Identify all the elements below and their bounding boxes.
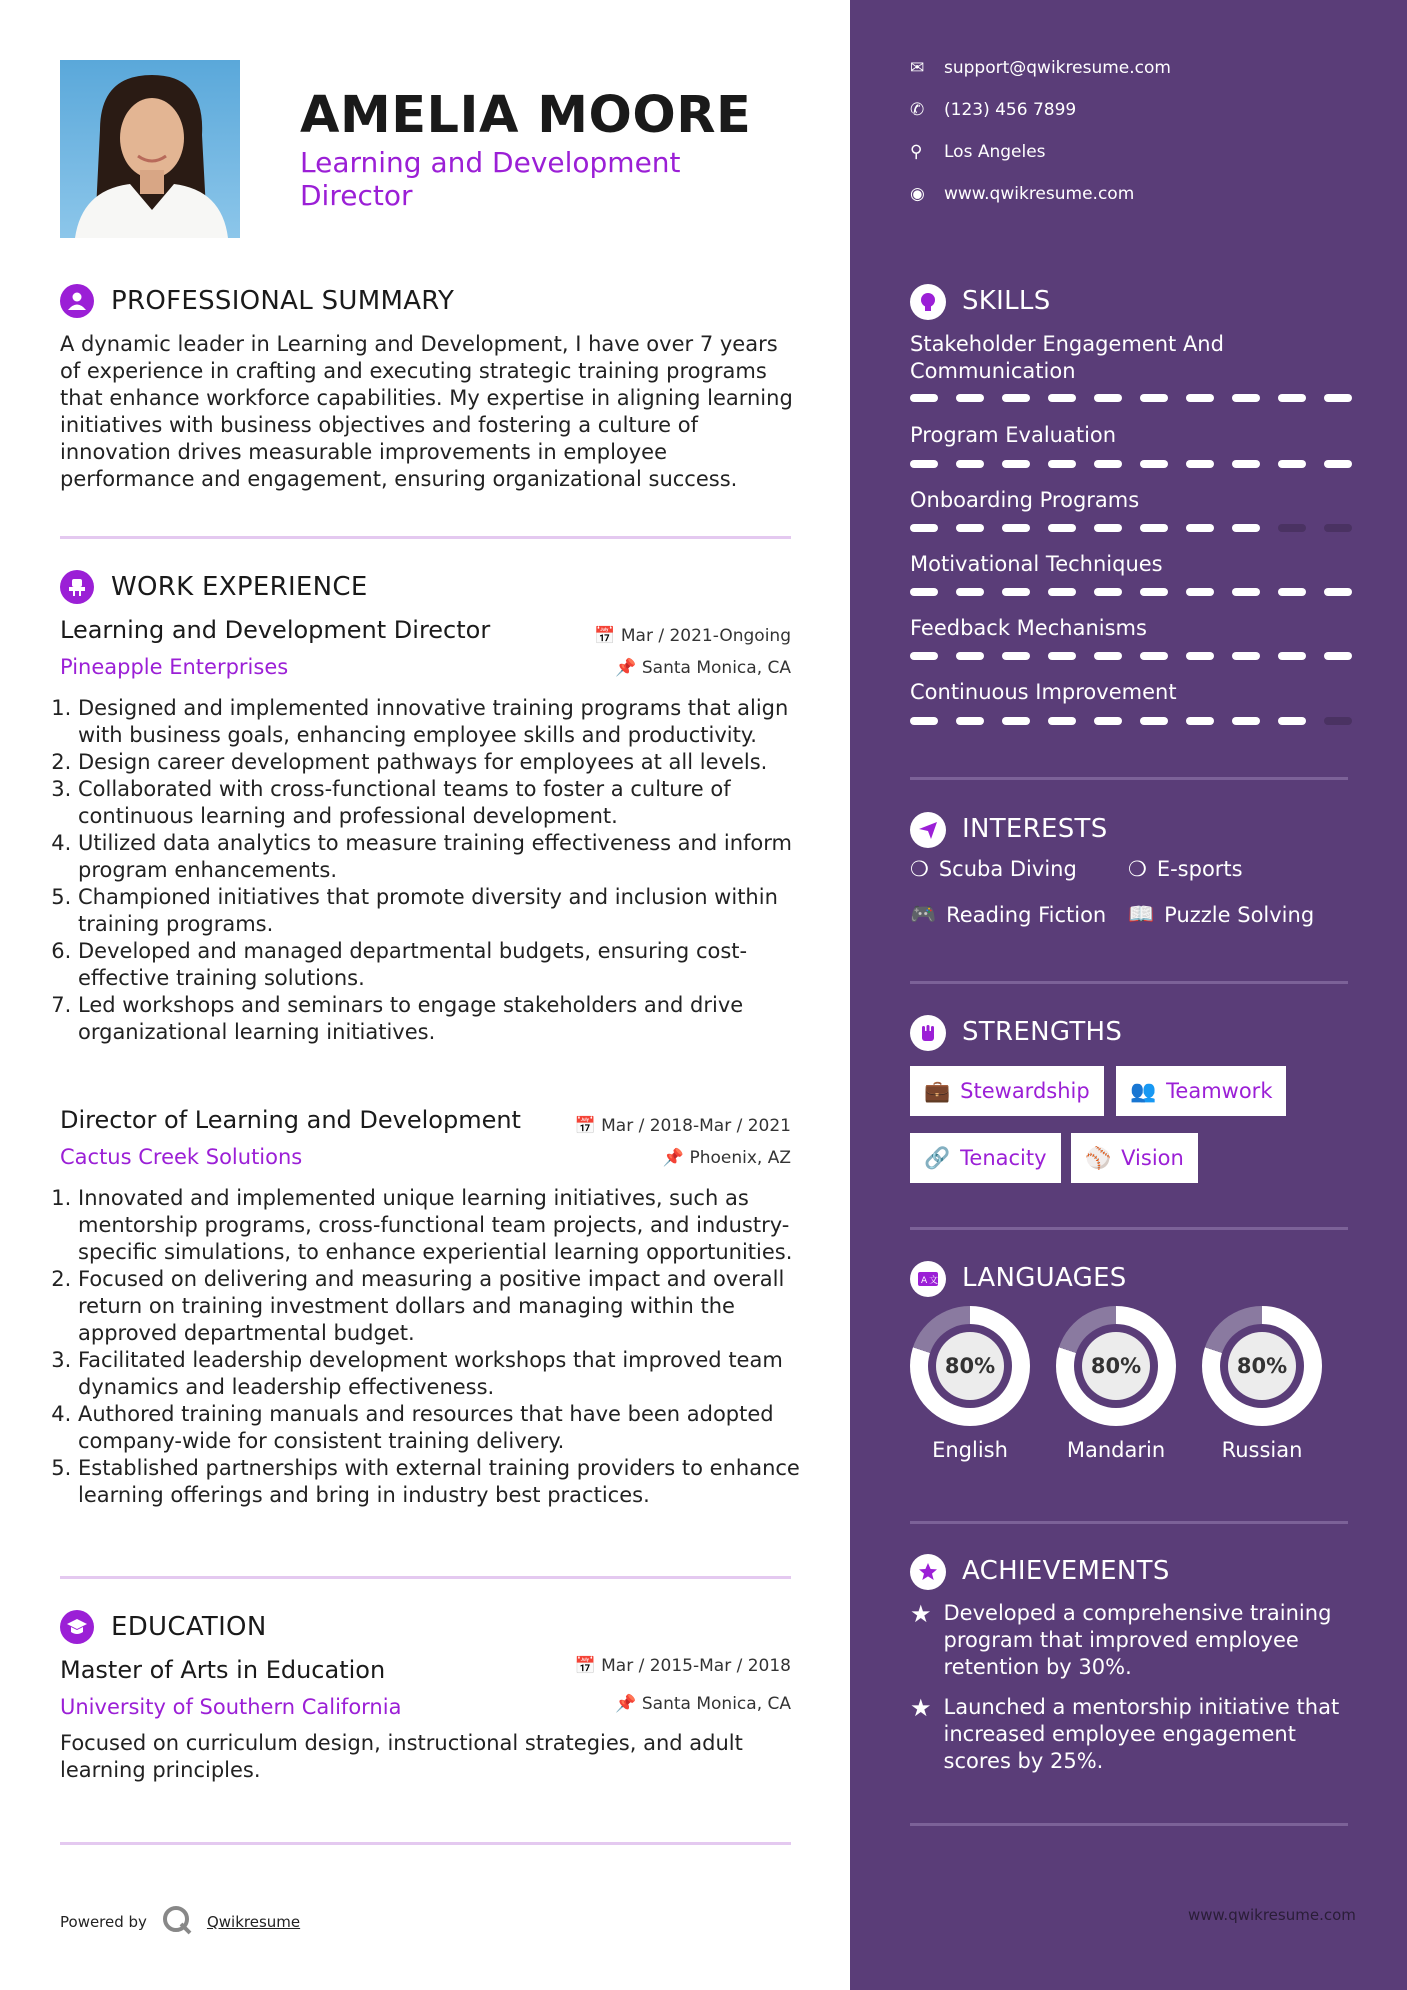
skill-dash — [956, 460, 984, 468]
skill-dash — [1140, 588, 1168, 596]
skill-dash — [1186, 460, 1214, 468]
graduation-icon — [60, 1610, 94, 1644]
language-name: Mandarin — [1066, 1438, 1166, 1462]
star-icon: ★ — [910, 1694, 932, 1722]
skill-dash — [1094, 524, 1122, 532]
skill-dash — [1140, 460, 1168, 468]
summary-text: A dynamic leader in Learning and Development, I have over 7 years of experience in crafting and executing strategic training programs that enhance workforce capabilities. My expertise in aligning learning initiatives with business objectives and fostering a culture of innovation drives measurable improvements in employee performance and engagement, ensuring organizational success. — [60, 332, 793, 491]
skill-dash — [1048, 524, 1076, 532]
list-item: 3. Facilitated leadership development workshops that improved team dynamics and leadership effectiveness. — [78, 1347, 800, 1401]
book-icon: 📖 — [1128, 902, 1155, 926]
gamepad-icon: 🎮 — [910, 902, 937, 926]
hand-icon — [910, 1015, 946, 1051]
skill-name: Continuous Improvement — [910, 680, 1177, 704]
strength-tag: 👥 Teamwork — [1116, 1066, 1286, 1116]
list-item: 5. Established partnerships with external training providers to enhance learning offerings and bring in industry best practices. — [78, 1455, 800, 1509]
svg-text:文: 文 — [929, 1276, 939, 1286]
list-item: 5. Championed initiatives that promote diversity and inclusion within training programs. — [78, 884, 800, 938]
school-name: University of Southern California — [60, 1695, 402, 1719]
company-name: Pineapple Enterprises — [60, 655, 289, 679]
skill-dash — [1094, 717, 1122, 725]
education-location: 📌 Santa Monica, CA — [615, 1694, 791, 1714]
education-dates: 📅 Mar / 2015-Mar / 2018 — [574, 1656, 791, 1676]
job-dates: 📅 Mar / 2018-Mar / 2021 — [574, 1116, 791, 1136]
list-item: 7. Led workshops and seminars to engage stakeholders and drive organizational learning initiatives. — [78, 992, 800, 1046]
job-location: 📌 Phoenix, AZ — [662, 1148, 791, 1168]
skill-dash — [1002, 588, 1030, 596]
calendar-icon: 📅 — [594, 626, 616, 646]
interest-item: 📖 Puzzle Solving — [1128, 902, 1315, 927]
contact-website[interactable]: ◉ www.qwikresume.com — [910, 184, 1135, 204]
user-icon — [60, 284, 94, 318]
skill-dash — [1186, 652, 1214, 660]
skill-level-bar — [910, 717, 1352, 725]
skill-name: Feedback Mechanisms — [910, 616, 1147, 640]
interest-item: ❍ Scuba Diving — [910, 857, 1077, 881]
skill-dash — [1140, 394, 1168, 402]
star-icon — [910, 1554, 946, 1590]
pin-icon: 📌 — [615, 658, 637, 678]
svg-text:A: A — [921, 1276, 928, 1286]
skill-dash — [1232, 460, 1260, 468]
skill-dash — [1278, 652, 1306, 660]
achievements-heading: ACHIEVEMENTS — [962, 1556, 1170, 1586]
languages-heading: LANGUAGES — [962, 1263, 1127, 1293]
briefcase-icon — [60, 570, 94, 604]
skill-level-bar — [910, 588, 1352, 596]
skill-dash — [1232, 588, 1260, 596]
pin-icon: 📌 — [615, 1694, 637, 1714]
skill-dash — [1324, 460, 1352, 468]
powered-by: Powered by Qwikresume — [60, 1904, 300, 1940]
skill-dash — [910, 652, 938, 660]
skill-dash — [1048, 394, 1076, 402]
strength-tag: ⚾ Vision — [1071, 1133, 1198, 1183]
skill-dash — [1232, 652, 1260, 660]
lightbulb-icon — [910, 284, 946, 320]
language-item — [1056, 1306, 1176, 1462]
job-title: Learning and Development Director — [60, 616, 491, 644]
job-bullets — [60, 1185, 800, 1509]
pin-icon: 📌 — [662, 1148, 685, 1168]
section-divider — [60, 536, 791, 539]
strengths-heading: STRENGTHS — [962, 1017, 1123, 1047]
skill-level-bar — [910, 652, 1352, 660]
section-divider — [910, 981, 1348, 984]
skill-dash — [1186, 588, 1214, 596]
list-item: 1. Innovated and implemented unique learning initiatives, such as mentorship programs, cross-functional team projects, and industry-specific simulations, to enhance experiential learning opportunities. — [78, 1185, 800, 1266]
language-item — [910, 1306, 1030, 1462]
globe-icon: ◉ — [910, 184, 925, 204]
list-item: 3. Collaborated with cross-functional teams to foster a culture of continuous learning and professional development. — [78, 776, 800, 830]
section-divider — [60, 1842, 791, 1845]
list-item: 2. Design career development pathways for employees at all levels. — [78, 749, 800, 776]
profile-photo — [60, 60, 240, 238]
language-percent: 80% — [1228, 1332, 1296, 1400]
contact-location: ⚲ Los Angeles — [910, 142, 1046, 162]
link-icon: 🔗 — [924, 1145, 951, 1170]
map-pin-icon: ⚲ — [910, 142, 923, 162]
qwikresume-logo-icon — [161, 1904, 193, 1940]
achievement-item: ★ Developed a comprehensive training program that improved employee retention by 30%. — [910, 1600, 1332, 1679]
language-ring — [910, 1306, 1030, 1426]
section-divider — [60, 1576, 791, 1579]
star-icon: ★ — [910, 1600, 932, 1628]
skill-dash — [1278, 588, 1306, 596]
interest-item: 🎮 Reading Fiction — [910, 902, 1107, 927]
skill-dash — [956, 394, 984, 402]
skill-dash — [1048, 588, 1076, 596]
section-divider — [910, 1823, 1348, 1826]
skill-dash — [1094, 588, 1122, 596]
list-item: 1. Designed and implemented innovative training programs that align with business goals, enhancing employee skills and productivity. — [78, 695, 800, 749]
company-name: Cactus Creek Solutions — [60, 1145, 303, 1169]
language-item — [1202, 1306, 1322, 1462]
skill-name: Motivational Techniques — [910, 552, 1163, 576]
skill-dash — [1324, 524, 1352, 532]
skill-dash — [910, 524, 938, 532]
skill-dash — [956, 652, 984, 660]
job-title: Director of Learning and Development — [60, 1106, 521, 1134]
skill-dash — [1278, 717, 1306, 725]
experience-heading: WORK EXPERIENCE — [111, 572, 368, 602]
contact-phone[interactable]: ✆ (123) 456 7899 — [910, 100, 1077, 120]
skill-level-bar — [910, 524, 1352, 532]
skill-dash — [1094, 652, 1122, 660]
skill-dash — [1002, 524, 1030, 532]
skill-dash — [956, 588, 984, 596]
skill-dash — [1324, 717, 1352, 725]
skill-dash — [1278, 460, 1306, 468]
envelope-icon: ✉ — [910, 58, 925, 78]
skill-name: Onboarding Programs — [910, 488, 1140, 512]
education-description: Focused on curriculum design, instructional strategies, and adult learning principles. — [60, 1731, 743, 1782]
section-divider — [910, 1521, 1348, 1524]
job-bullets — [60, 695, 800, 1046]
strength-tag: 🔗 Tenacity — [910, 1133, 1061, 1183]
job-dates: 📅 Mar / 2021-Ongoing — [594, 626, 791, 646]
skill-dash — [1002, 652, 1030, 660]
paper-plane-icon — [910, 812, 946, 848]
list-item: 2. Focused on delivering and measuring a positive impact and overall return on training investment dollars and managing within the approved departmental budget. — [78, 1266, 800, 1347]
skill-dash — [1232, 717, 1260, 725]
skill-dash — [910, 394, 938, 402]
qwikresume-link[interactable]: Qwikresume — [206, 1913, 301, 1931]
language-name: English — [932, 1438, 1008, 1462]
skill-dash — [1140, 717, 1168, 725]
skill-dash — [1140, 652, 1168, 660]
skill-dash — [1140, 524, 1168, 532]
skill-dash — [910, 717, 938, 725]
language-name: Russian — [1221, 1438, 1303, 1462]
phone-icon: ✆ — [910, 100, 925, 120]
skill-level-bar — [910, 460, 1352, 468]
skill-dash — [1324, 394, 1352, 402]
section-divider — [910, 1227, 1348, 1230]
skill-dash — [1232, 524, 1260, 532]
skill-dash — [1232, 394, 1260, 402]
skill-dash — [1094, 460, 1122, 468]
life-ring-icon: ❍ — [1128, 857, 1147, 881]
skill-name: Stakeholder Engagement And Communication — [910, 332, 1224, 383]
strength-tag: 💼 Stewardship — [910, 1066, 1104, 1116]
candidate-name: AMELIA MOORE — [300, 86, 752, 145]
language-ring — [1056, 1306, 1176, 1426]
binoculars-icon: ⚾ — [1085, 1145, 1112, 1170]
list-item: 6. Developed and managed departmental budgets, ensuring cost-effective training solutions. — [78, 938, 800, 992]
skill-dash — [910, 460, 938, 468]
skill-dash — [1002, 394, 1030, 402]
language-percent: 80% — [936, 1332, 1004, 1400]
skill-dash — [1278, 394, 1306, 402]
skill-dash — [1324, 588, 1352, 596]
users-icon: 👥 — [1130, 1078, 1157, 1103]
list-item: 4. Utilized data analytics to measure training effectiveness and inform program enhancements. — [78, 830, 800, 884]
briefcase-icon: 💼 — [924, 1078, 951, 1103]
interest-item: ❍ E-sports — [1128, 857, 1243, 881]
skill-dash — [1186, 524, 1214, 532]
skill-name: Program Evaluation — [910, 423, 1117, 447]
calendar-icon: 📅 — [574, 1656, 596, 1676]
skill-dash — [1048, 717, 1076, 725]
skill-dash — [1002, 717, 1030, 725]
list-item: 4. Authored training manuals and resources that have been adopted company-wide for consistent training delivery. — [78, 1401, 800, 1455]
degree: Master of Arts in Education — [60, 1656, 386, 1684]
skill-dash — [1002, 460, 1030, 468]
summary-heading: PROFESSIONAL SUMMARY — [111, 286, 455, 316]
skill-dash — [1094, 394, 1122, 402]
skill-dash — [1324, 652, 1352, 660]
skill-dash — [956, 524, 984, 532]
skill-level-bar — [910, 394, 1352, 402]
skill-dash — [1186, 717, 1214, 725]
contact-email[interactable]: ✉ support@qwikresume.com — [910, 58, 1171, 78]
skills-heading: SKILLS — [962, 286, 1051, 316]
achievement-item: ★ Launched a mentorship initiative that increased employee engagement scores by 25%. — [910, 1694, 1340, 1773]
interests-heading: INTERESTS — [962, 814, 1108, 844]
job-headline: Learning and Development Director — [300, 146, 681, 212]
job-location: 📌 Santa Monica, CA — [615, 658, 791, 678]
language-ring — [1202, 1306, 1322, 1426]
skill-dash — [1186, 394, 1214, 402]
translate-icon — [910, 1261, 946, 1297]
language-percent: 80% — [1082, 1332, 1150, 1400]
skill-dash — [1048, 652, 1076, 660]
section-divider — [910, 777, 1348, 780]
footer-website-link[interactable]: www.qwikresume.com — [1188, 1906, 1356, 1924]
education-heading: EDUCATION — [111, 1612, 267, 1642]
skill-dash — [956, 717, 984, 725]
skill-dash — [1278, 524, 1306, 532]
life-ring-icon: ❍ — [910, 857, 929, 881]
calendar-icon: 📅 — [574, 1116, 596, 1136]
skill-dash — [910, 588, 938, 596]
skill-dash — [1048, 460, 1076, 468]
